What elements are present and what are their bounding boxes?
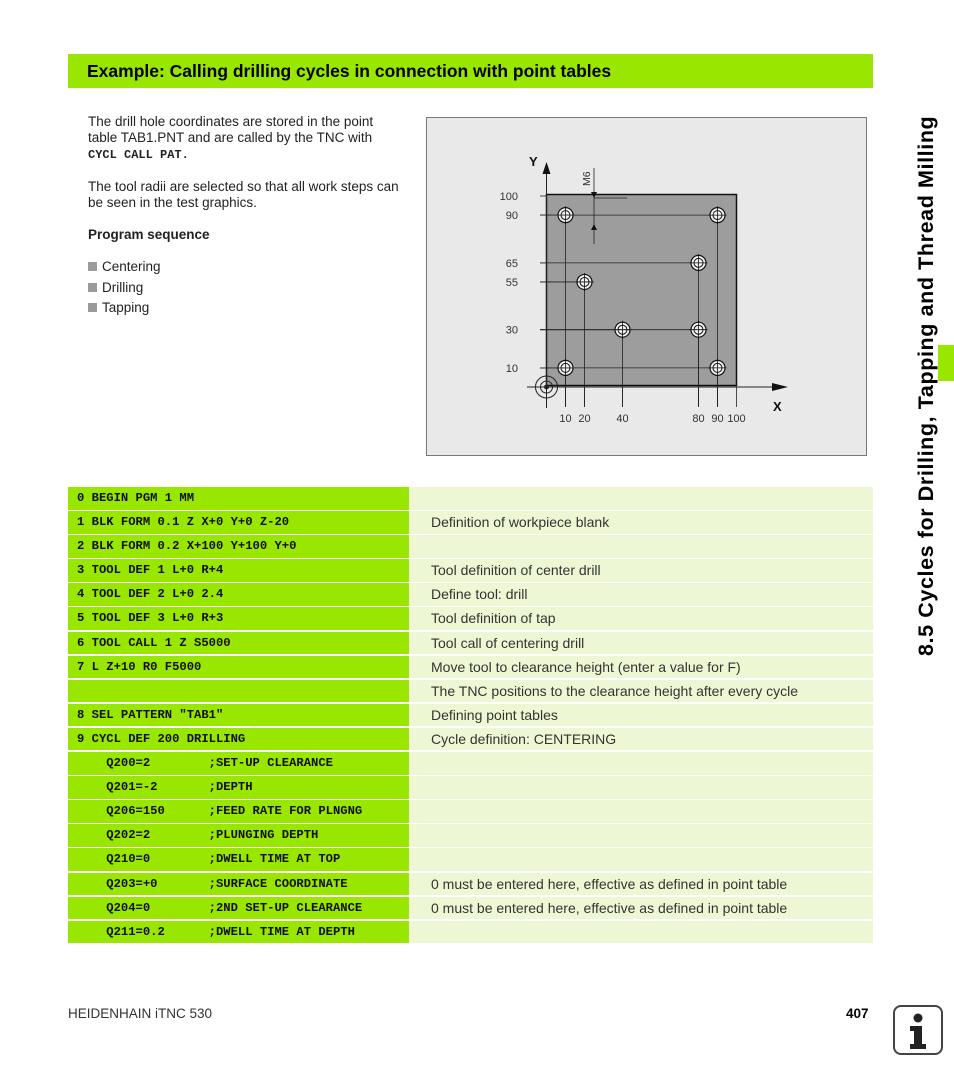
x-tick-label: 10 [559,413,572,425]
table-row [68,680,873,704]
table-row [68,487,873,511]
table-row [68,704,873,728]
table-row [68,824,873,848]
table-row [68,535,873,559]
table-row [68,511,873,535]
description-cell [409,487,873,510]
x-tick-label: 100 [727,413,746,425]
description-cell [409,535,873,558]
program-sequence-list [88,259,403,316]
description-cell: Move tool to clearance height (enter a value for F) [409,656,873,679]
y-axis-label: Y [529,154,538,169]
table-row [68,752,873,776]
section-title: Example: Calling drilling cycles in connection with point tables [68,54,873,88]
table-row [68,583,873,607]
nc-code-cell: Q211=0.2 ;DWELL TIME AT DEPTH [68,921,409,944]
nc-code-cell: 5 TOOL DEF 3 L+0 R+3 [68,607,409,630]
chapter-tab-marker [938,345,954,381]
nc-code-cell: Q206=150 ;FEED RATE FOR PLNGNG [68,800,409,823]
intro-paragraph-2: The tool radii are selected so that all work steps can be seen in the test graphics. [88,179,399,210]
x-axis-arrow [772,383,788,391]
nc-code-cell: Q201=-2 ;DEPTH [68,776,409,799]
table-row [68,921,873,945]
y-tick-label: 10 [505,362,518,375]
y-tick-label: 90 [505,210,518,223]
nc-program-table [68,487,873,945]
nc-code-cell: 1 BLK FORM 0.1 Z X+0 Y+0 Z-20 [68,511,409,534]
y-axis-arrow [543,162,551,174]
table-row [68,656,873,680]
nc-code-cell: 7 L Z+10 R0 F5000 [68,656,409,679]
table-row [68,632,873,656]
intro-paragraph-1: The drill hole coordinates are stored in the point table TAB1.PNT and are called by the TNC with CYCL CALL PAT. [88,114,374,162]
description-cell [409,921,873,944]
list-item: Tapping [88,300,403,316]
x-tick-label: 80 [692,413,705,425]
nc-code-cell: 6 TOOL CALL 1 Z S5000 [68,632,409,655]
nc-code-cell: 4 TOOL DEF 2 L+0 2.4 [68,583,409,606]
table-row [68,559,873,583]
y-tick-label: 55 [505,276,518,289]
info-icon [893,1005,943,1055]
intro-text [88,114,403,321]
description-cell: Define tool: drill [409,583,873,606]
description-cell: Definition of workpiece blank [409,511,873,534]
nc-code-cell [68,680,409,703]
table-row [68,776,873,800]
description-cell: Tool definition of tap [409,607,873,630]
workpiece-drawing [426,117,867,456]
x-axis-label: X [773,399,782,414]
list-item: Centering [88,259,403,275]
description-cell: 0 must be entered here, effective as defined in point table [409,873,873,896]
square-bullet-icon [88,303,97,312]
description-cell: 0 must be entered here, effective as defined in point table [409,897,873,920]
description-cell [409,752,873,775]
description-cell: The TNC positions to the clearance height after every cycle [409,680,873,703]
workpiece-blank [547,195,737,386]
y-tick-label: 100 [499,191,518,203]
cycl-call-pat-code: CYCL CALL PAT. [88,148,189,162]
page-number: 407 [846,1006,869,1021]
x-tick-label: 40 [616,413,629,425]
description-cell [409,824,873,847]
nc-code-cell: 2 BLK FORM 0.2 X+100 Y+100 Y+0 [68,535,409,558]
table-row [68,897,873,921]
nc-code-cell: Q202=2 ;PLUNGING DEPTH [68,824,409,847]
table-row [68,800,873,824]
nc-code-cell: Q200=2 ;SET-UP CLEARANCE [68,752,409,775]
footer-product-name: HEIDENHAIN iTNC 530 [68,1006,213,1021]
workpiece-drawing-svg [427,118,868,457]
nc-code-cell: Q204=0 ;2ND SET-UP CLEARANCE [68,897,409,920]
description-cell: Tool definition of center drill [409,559,873,582]
y-tick-label: 65 [505,257,518,270]
nc-code-cell: 0 BEGIN PGM 1 MM [68,487,409,510]
description-cell [409,776,873,799]
table-row [68,848,873,872]
description-cell: Cycle definition: CENTERING [409,728,873,751]
description-cell: Defining point tables [409,704,873,727]
description-cell [409,848,873,871]
square-bullet-icon [88,262,97,271]
description-cell [409,800,873,823]
x-tick-label: 90 [711,413,724,425]
nc-code-cell: 9 CYCL DEF 200 DRILLING [68,728,409,751]
y-tick-label: 30 [505,324,518,337]
square-bullet-icon [88,283,97,292]
nc-code-cell: 8 SEL PATTERN "TAB1" [68,704,409,727]
program-sequence-heading: Program sequence [88,227,210,242]
nc-code-cell: Q210=0 ;DWELL TIME AT TOP [68,848,409,871]
table-row [68,873,873,897]
x-tick-label: 20 [578,413,591,425]
nc-code-cell: Q203=+0 ;SURFACE COORDINATE [68,873,409,896]
nc-code-cell: 3 TOOL DEF 1 L+0 R+4 [68,559,409,582]
description-cell: Tool call of centering drill [409,632,873,655]
m6-label: M6 [581,171,593,186]
table-row [68,728,873,752]
table-row [68,607,873,631]
list-item: Drilling [88,280,403,296]
